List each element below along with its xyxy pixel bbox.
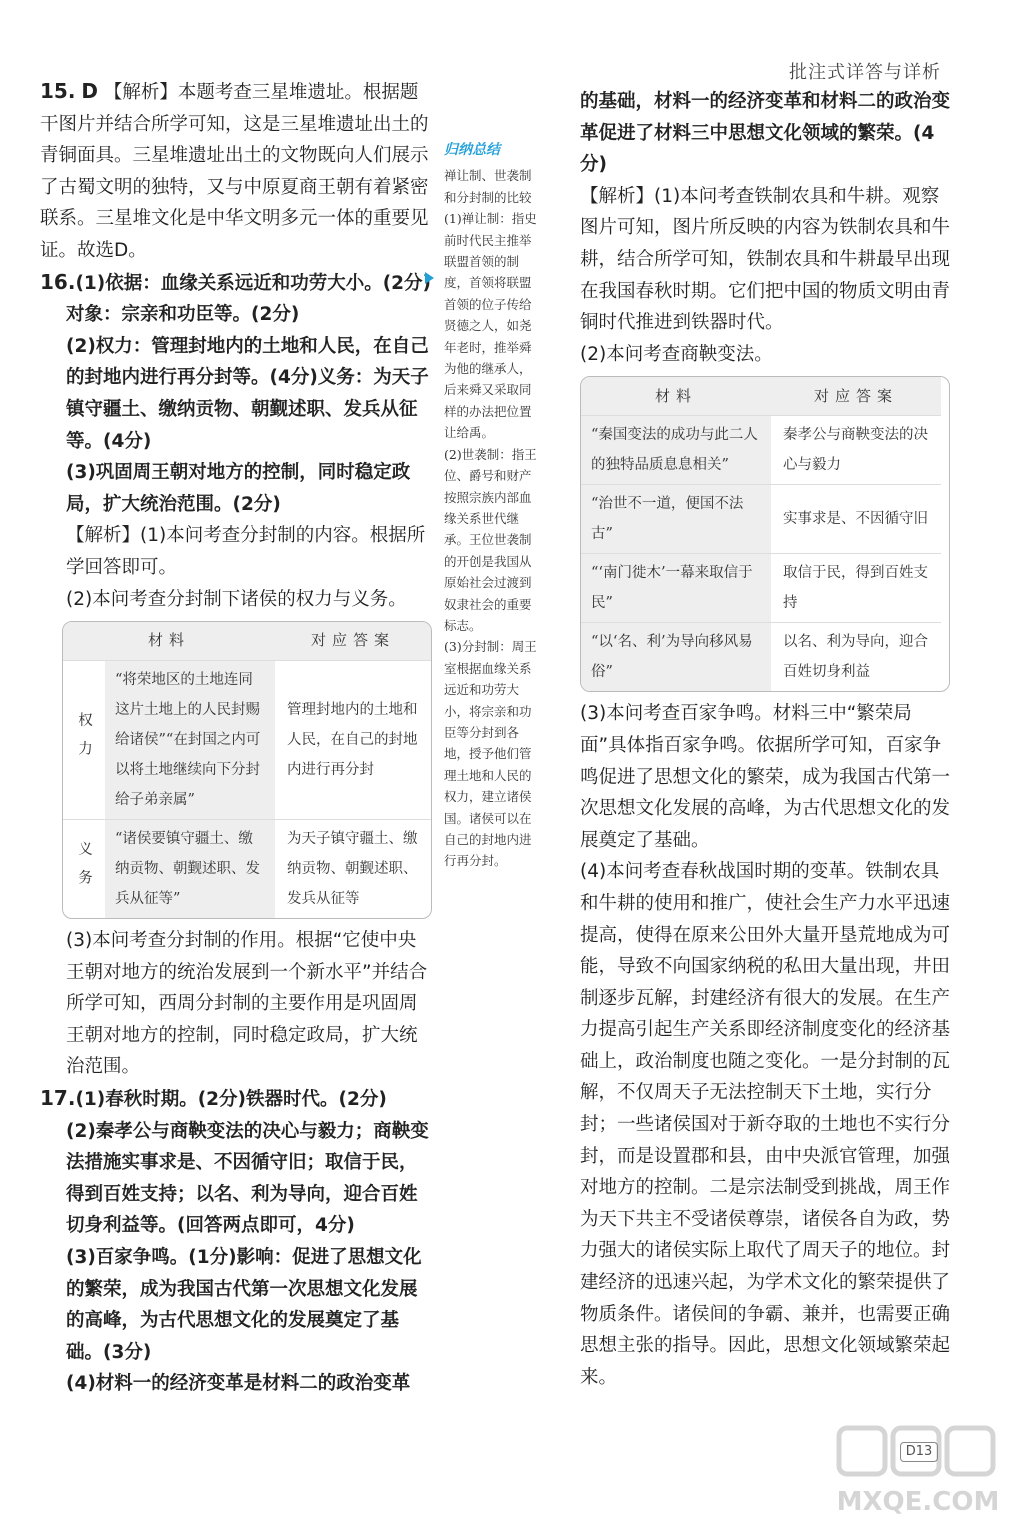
q17-line4b: 的基础，材料一的经济变革和材料二的政治变革促进了材料三中思想文化领域的繁荣。(4分) <box>580 91 951 176</box>
sidebar-shixi: (2)世袭制：指王位、爵号和财产按照宗族内部血缘关系世代继承。王位世袭制的开创是我国从原始社会过渡到奴隶社会的重要标志。 <box>444 446 537 633</box>
q16-analysis-3: (3)本问考查分封制的作用。根据“它使中央王朝对地方的统治发展到一个新水平”并结合所学可知，西周分封制的主要作用是巩固周王朝对地方的控制，同时稳定政局，扩大统治范围。 <box>66 930 428 1078</box>
sidebar-intro: 禅让制、世袭制和分封制的比较 <box>444 168 532 205</box>
page-number: D13 <box>900 1442 938 1462</box>
q17-table-header-answer: 对应答案 <box>771 377 941 416</box>
q16-number: 16. <box>40 269 76 294</box>
q16-table-header-answer: 对应答案 <box>275 622 431 661</box>
q15-analysis: 【解析】本题考查三星堆遗址。根据题干图片并结合所学可知，这是三星堆遗址出土的青铜面具。三星堆遗址出土的文物既向人们展示了古蜀文明的独特，又与中原夏商王朝有着紧密联系。三星堆文化是中华文明多元一体的重要见证。故选D。 <box>40 82 429 261</box>
sidebar-fenfeng: (3)分封制：周王室根据血缘关系远近和功劳大小，将宗亲和功臣等分封到各地，授予他们管理土地和人民的权力，建立诸侯国。诸侯可以在自己的封地内进行再分封。 <box>444 639 537 869</box>
q17-table-header-material: 材料 <box>581 377 771 416</box>
q17-line4a: (4)材料一的经济变革是材料二的政治变革 <box>66 1373 411 1395</box>
q17-analysis-2: (2)本问考查商鞅变法。 <box>580 343 773 365</box>
q17-analysis-3: (3)本问考查百家争鸣。材料三中“繁荣局面”具体指百家争鸣。依据所学可知，百家争鸣促进了思想文化的繁荣，成为我国古代第一次思想文化发展的高峰，为古代思想文化的发展奠定了基础。 <box>580 703 951 851</box>
sidebar-note <box>444 140 542 872</box>
q17-number: 17. <box>40 1086 76 1111</box>
q17-table-answer: 以名、利为导向，迎合百姓切身利益 <box>771 623 941 692</box>
right-column <box>580 86 950 1393</box>
q16-table-label-duty: 义务 <box>63 820 105 919</box>
q15-block <box>40 76 432 267</box>
watermark-text: MXQE.COM <box>836 1487 1000 1517</box>
q17-table-answer: 取信于民，得到百姓支持 <box>771 554 941 623</box>
q17-line2: (2)秦孝公与商鞅变法的决心与毅力；商鞅变法措施实事求是、不因循守旧；取信于民，得到百姓支持；以名、利为导向，迎合百姓切身利益等。(回答两点即可，4分) <box>66 1120 429 1237</box>
sidebar-pointer-icon <box>425 272 434 284</box>
q17-table-answer: 实事求是、不因循守旧 <box>771 485 941 554</box>
q17-answer-1: (1)春秋时期。(2分)铁器时代。(2分) <box>75 1089 387 1111</box>
q16-table-answer-duty: 为天子镇守疆土、缴纳贡物、朝觐述职、发兵从征等 <box>275 820 431 919</box>
q17-analysis-1: 【解析】(1)本问考查铁制农具和牛耕。观察图片可知，图片所反映的内容为铁制农具和牛耕，结合所学可知，铁制农具和牛耕最早出现在我国春秋时期。它们把中国的物质文明由青铜时代推进到铁器时代。 <box>580 185 951 334</box>
q17-analysis-4: (4)本问考查春秋战国时期的变革。铁制农具和牛耕的使用和推广，使社会生产力水平迅速提高，使得在原来公田外大量开垦荒地成为可能，导致不向国家纳税的私田大量出现，井田制逐步瓦解，封建经济有很大的发展。在生产力提高引起生产关系即经济制度变化的经济基础上，政治制度也随之变化。一是分封制的瓦解，不仅周天子无法控制天下土地，实行分封；一些诸侯国对于新夺取的土地也不实行分封，而是设置郡和县，由中央派官管理，加强对地方的控制。二是宗法制受到挑战，周王作为天下共主不受诸侯尊崇，诸侯各自为政，势力强大的诸侯实际上取代了周天子的地位。封建经济的迅速兴起，为学术文化的繁荣提供了物质条件。诸侯间的争霸、兼并，也需要正确思想主张的指导。因此，思想文化领域繁荣起来。 <box>580 861 951 1388</box>
q16-table-label-power: 权力 <box>63 661 105 820</box>
q16-analysis-1: 【解析】(1)本问考查分封制的内容。根据所学回答即可。 <box>66 525 426 578</box>
watermark-logo <box>833 1418 1003 1528</box>
q16-line2: 对象：宗亲和功臣等。(2分) <box>66 304 300 326</box>
page-header: 批注式详答与详析 <box>789 62 941 83</box>
q17-table-answer: 秦孝公与商鞅变法的决心与毅力 <box>771 416 941 485</box>
q16-answer-1: (1)依据：血缘关系远近和功劳大小。(2分) <box>75 272 432 294</box>
q17-line3: (3)百家争鸣。(1分)影响：促进了思想文化的繁荣，成为我国古代第一次思想文化发展的高峰，为古代思想文化的发展奠定了基础。(3分) <box>66 1247 422 1363</box>
q17-table-material: “‘南门徙木’一幕来取信于民” <box>581 554 771 623</box>
q15-answer: D <box>81 79 98 103</box>
q17-table <box>580 376 950 692</box>
sidebar-shanrang: (1)禅让制：指史前时代民主推举联盟首领的制度，首领将联盟首领的位子传给贤德之人，如尧年老时，推举舜为他的继承人，后来舜又采取同样的办法把位置让给禹。 <box>444 211 537 441</box>
q16-table-answer-power: 管理封地内的土地和人民，在自己的封地内进行再分封 <box>275 661 431 820</box>
q17-table-material: “以‘名、利’为导向移风易俗” <box>581 623 771 692</box>
q16-analysis-2: (2)本问考查分封制下诸侯的权力与义务。 <box>66 588 407 610</box>
q16-table <box>62 621 432 919</box>
q16-table-header-material: 材料 <box>63 622 275 661</box>
q16-table-material-duty: “诸侯要镇守疆土、缴纳贡物、朝觐述职、发兵从征等” <box>105 820 275 919</box>
q17-table-material: “治世不一道，便国不法古” <box>581 485 771 554</box>
sidebar-title: 归纳总结 <box>444 142 500 158</box>
q15-number: 15. <box>40 79 76 103</box>
q16-table-material-power: “将荣地区的土地连同这片土地上的人民封赐给诸侯”“在封国之内可以将土地继续向下分封给子弟亲属” <box>105 661 275 820</box>
q17-line1 <box>40 1083 432 1116</box>
q16-line4: (3)巩固周王朝对地方的控制，同时稳定政局，扩大统治范围。(2分) <box>66 462 411 515</box>
left-column <box>40 76 432 1400</box>
q16-line3: (2)权力：管理封地内的土地和人民，在自己的封地内进行再分封等。(4分)义务：为天子镇守疆土、缴纳贡物、朝觐述职、发兵从征等。(4分) <box>66 335 429 452</box>
q17-table-material: “秦国变法的成功与此二人的独特品质息息相关” <box>581 416 771 485</box>
q16-line1 <box>40 267 432 300</box>
